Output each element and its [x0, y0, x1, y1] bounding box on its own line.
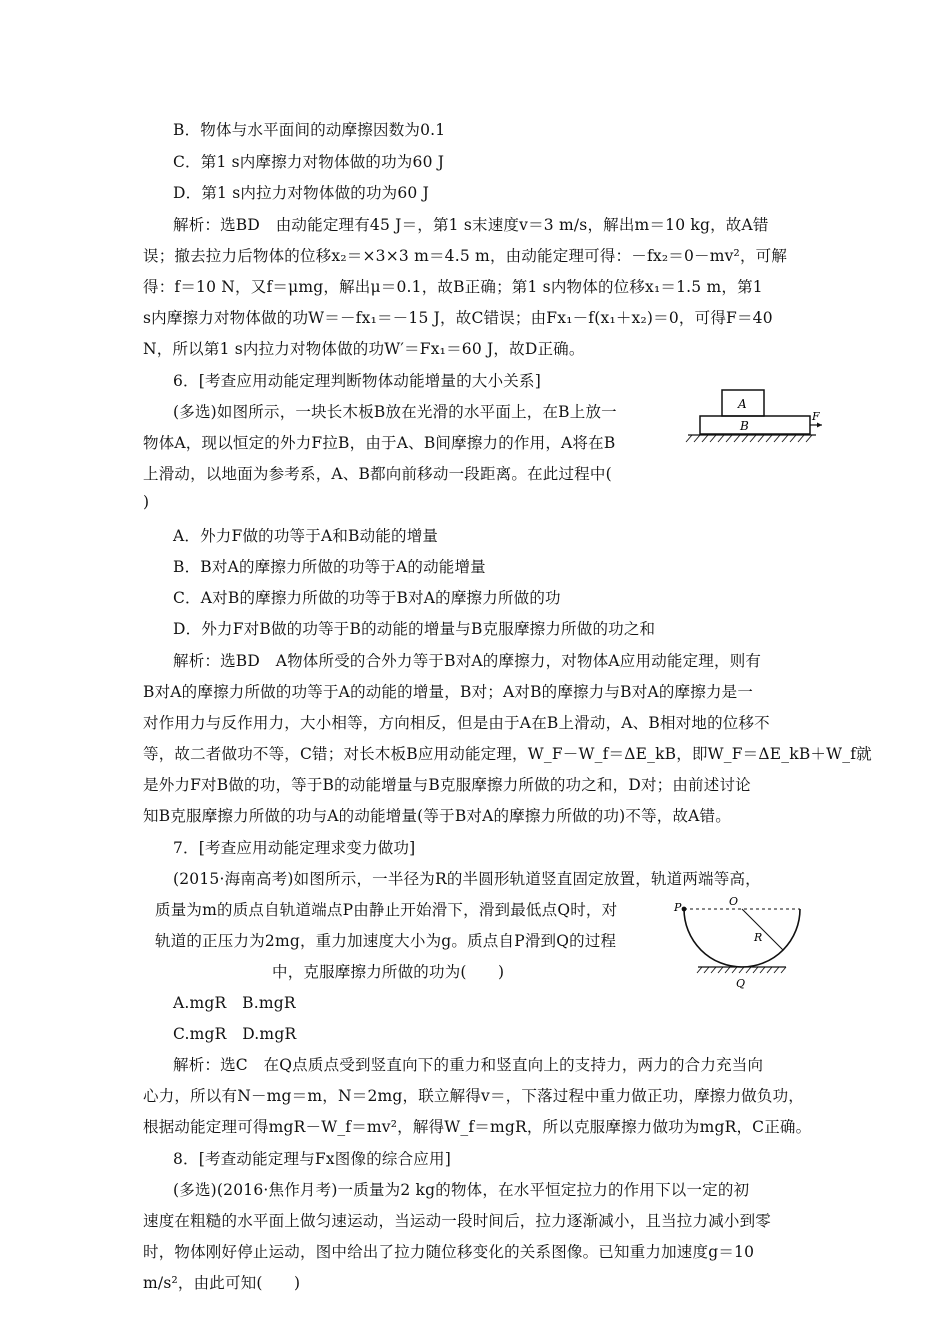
q6-analysis-line-2: B对A的摩擦力所做的功等于A的动能的增量，B对；A对B的摩擦力与B对A的摩擦力是一 — [143, 683, 754, 701]
q8-heading: 8．[考查动能定理与Fx图像的综合应用] — [173, 1150, 451, 1168]
point-p-label: P — [674, 901, 682, 914]
point-o-label: O — [729, 895, 739, 908]
track-ground-hatch — [697, 967, 786, 973]
q6-stem-line-2: 物体A，现以恒定的外力F拉B，由于A、B间摩擦力的作用，A将在B — [143, 434, 616, 452]
q6-analysis-line-5: 是外力F对B做的功，等于B的动能增量与B克服摩擦力所做的功之和，D对；由前述讨论 — [143, 776, 751, 794]
force-f-arrowhead — [817, 423, 822, 428]
q6-analysis-line-4: 等，故二者做功不等，C错；对长木板B应用动能定理，W_F－W_f＝ΔE_kB，即W_F＝ΔE_kB＋W_f就 — [143, 745, 872, 763]
q5-analysis-line-3: 得：f＝10 N，又f＝μmg，解出μ＝0.1，故B正确；第1 s内物体的位移x₁＝1.5 m，第1 — [143, 278, 763, 296]
force-f-label: F — [812, 410, 820, 423]
q7-stem-line-2: 质量为m的质点自轨道端点P由静止开始滑下，滑到最低点Q时，对 — [155, 901, 618, 919]
q7-heading: 7．[考查应用动能定理求变力做功] — [173, 839, 416, 857]
block-a-label: A — [738, 397, 747, 411]
q6-option-a: A．外力F做的功等于A和B动能的增量 — [173, 527, 439, 545]
semicircle-track-figure — [672, 895, 812, 991]
q6-heading: 6．[考查应用动能定理判断物体动能增量的大小关系] — [173, 372, 541, 390]
q6-analysis-line-6: 知B克服摩擦力所做的功与A的动能增量(等于B对A的摩擦力所做的功)不等，故A错。 — [143, 807, 731, 825]
q5-analysis-line-2: 误；撤去拉力后物体的位移x₂＝×3×3 m＝4.5 m，由动能定理可得：－fx₂＝0－mv²，可解 — [143, 247, 788, 265]
q8-stem-line-4: m/s²，由此可知( ) — [143, 1274, 301, 1292]
semicircle-track — [684, 909, 800, 967]
q6-stem-line-3: 上滑动，以地面为参考系，A、B都向前移动一段距离。在此过程中( — [143, 465, 612, 483]
board-b — [700, 416, 810, 434]
q5-analysis-line-4: s内摩擦力对物体做的功W＝－fx₁＝－15 J，故C错误；由Fx₁－f(x₁＋x₂)＝0，可得F＝40 — [143, 309, 773, 327]
q7-options-cd: C.mgR D.mgR — [173, 1025, 297, 1043]
q6-stem-line-1: (多选)如图所示，一块长木板B放在光滑的水平面上，在B上放一 — [173, 403, 617, 421]
board-block-figure — [684, 382, 824, 458]
board-b-label: B — [740, 419, 749, 433]
q8-stem-line-1: (多选)(2016·焦作月考)一质量为2 kg的物体，在水平恒定拉力的作用下以一定的初 — [173, 1181, 750, 1199]
q6-stem-line-4: ) — [143, 493, 150, 511]
q5-option-d: D．第1 s内拉力对物体做的功为60 J — [173, 184, 430, 202]
q7-stem-line-4: 中，克服摩擦力所做的功为( ) — [272, 963, 505, 981]
q8-stem-line-3: 时，物体刚好停止运动，图中给出了拉力随位移变化的关系图像。已知重力加速度g＝10 — [143, 1243, 755, 1261]
q7-analysis-line-1: 解析：选C 在Q点质点受到竖直向下的重力和竖直向上的支持力，两力的合力充当向 — [173, 1056, 764, 1074]
q7-analysis-line-3: 根据动能定理可得mgR－W_f＝mv²，解得W_f＝mgR，所以克服摩擦力做功为mgR，C正确。 — [143, 1118, 812, 1136]
q7-options-ab: A.mgR B.mgR — [173, 994, 296, 1012]
q6-analysis-line-3: 对作用力与反作用力，大小相等，方向相反，但是由于A在B上滑动，A、B相对地的位移不 — [143, 714, 770, 732]
q8-stem-line-2: 速度在粗糙的水平面上做匀速运动，当运动一段时间后，拉力逐渐减小，且当拉力减小到零 — [143, 1212, 772, 1230]
q6-option-b: B．B对A的摩擦力所做的功等于A的动能增量 — [173, 558, 486, 576]
q5-analysis-line-1: 解析：选BD 由动能定理有45 J＝，第1 s末速度v＝3 m/s，解出m＝10 kg，故A错 — [173, 216, 769, 234]
ground-hatch — [686, 435, 812, 442]
q5-option-b: B．物体与水平面间的动摩擦因数为0.1 — [173, 121, 446, 139]
q6-analysis-line-1: 解析：选BD A物体所受的合外力等于B对A的摩擦力，对物体A应用动能定理，则有 — [173, 652, 762, 670]
q7-stem-line-3: 轨道的正压力为2mg，重力加速度大小为g。质点自P滑到Q的过程 — [155, 932, 617, 950]
radius-line — [742, 909, 783, 950]
q7-analysis-line-2: 心力，所以有N－mg＝m，N＝2mg，联立解得v＝，下落过程中重力做正功，摩擦力做负功， — [143, 1087, 804, 1105]
radius-r-label: R — [754, 931, 763, 944]
q5-analysis-line-5: N，所以第1 s内拉力对物体做的功W′＝Fx₁＝60 J，故D正确。 — [143, 340, 585, 358]
point-p-dot — [682, 907, 687, 912]
q7-stem-line-1: (2015·海南高考)如图所示，一半径为R的半圆形轨道竖直固定放置，轨道两端等高， — [173, 870, 761, 888]
point-q-label: Q — [736, 977, 746, 990]
q5-option-c: C．第1 s内摩擦力对物体做的功为60 J — [173, 153, 445, 171]
q6-option-c: C．A对B的摩擦力所做的功等于B对A的摩擦力所做的功 — [173, 589, 561, 607]
q6-option-d: D．外力F对B做的功等于B的动能的增量与B克服摩擦力所做的功之和 — [173, 620, 656, 638]
